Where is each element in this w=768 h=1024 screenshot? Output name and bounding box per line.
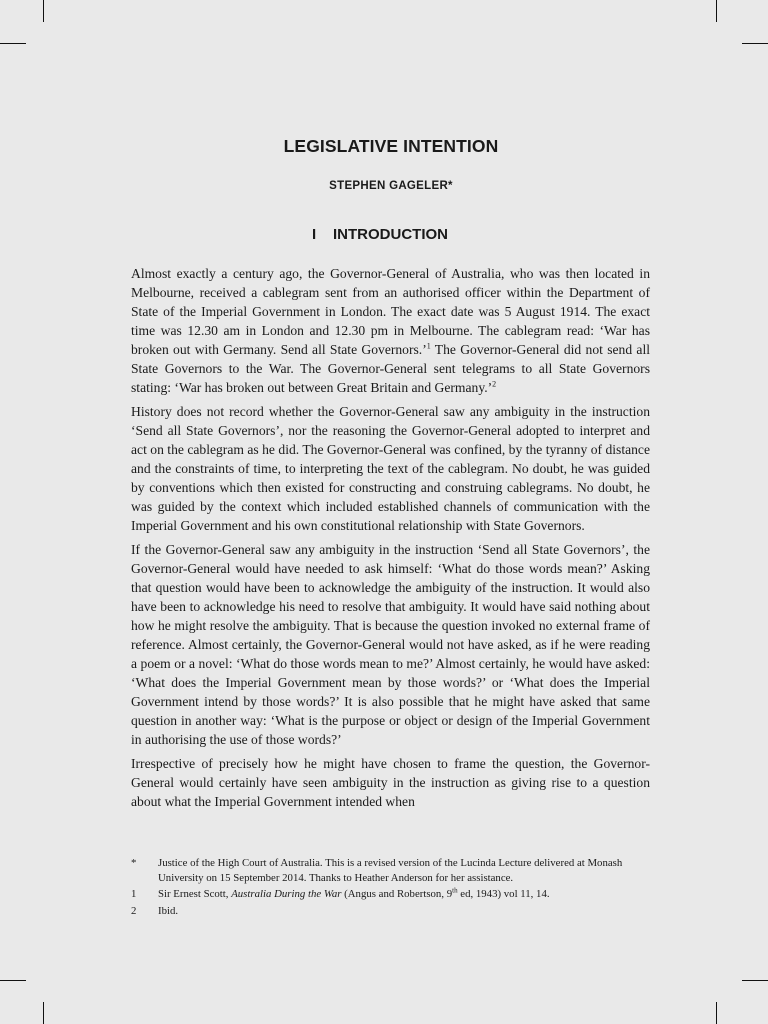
footnote-text: Justice of the High Court of Australia. This is a revised version of the Lucinda Lecture delivered at Monash University on 15 September 2014. Thanks to Heather Anderson for her assistance. (158, 857, 623, 884)
article-title: LEGISLATIVE INTENTION (283, 136, 499, 156)
footnote-1-book-title: Australia During the War (231, 888, 342, 900)
paragraph-2: History does not record whether the Governor-General saw any ambiguity in the instruction ‘Send all State Governors’, nor the reasoning the Governor-General adopted to interpret and act on the cablegram as he did. The Governor-General was confined, by the tyranny of distance and the constraints of time, to interpreting the text of the cablegram. No doubt, he was guided by conventions which then existed for constructing and construing cablegrams. No doubt, he was guided by the context which included established channels of communication with the Imperial Government and his own constitutional relationship with State Governors. (131, 404, 650, 533)
footnote-marker: 1 (131, 888, 137, 900)
footnote-text: Ibid. (158, 904, 179, 917)
footnote-ref-1[interactable]: 1 (426, 341, 431, 351)
footnote-1-details: ed, 1943) vol 11, 14. (457, 888, 550, 900)
paragraph-1-text-a: Almost exactly a century ago, the Governor-General of Australia, who was then located in Melbourne, received a cablegram sent from an authorised officer within the Department of State of the Imperial Government in London. The exact date was 5 August 1914. The exact time was 12.30 am in London and 12.30 pm in Melbourne. The cablegram read: ‘War has broken out with Germany. Send all State Governors.’ (131, 266, 650, 357)
article-author: STEPHEN GAGELER* (329, 180, 453, 192)
crop-mark-top-right (716, 0, 717, 22)
section-heading (312, 226, 448, 243)
crop-mark-left-upper (0, 43, 26, 44)
crop-mark-right-upper (742, 43, 768, 44)
section-number: I (312, 226, 317, 243)
crop-mark-top-left (43, 0, 44, 22)
footnotes (131, 856, 656, 920)
footnote-1 (131, 887, 656, 902)
paragraph-1 (131, 264, 650, 397)
footnote-marker: * (131, 857, 137, 869)
article-body (131, 264, 650, 816)
crop-mark-bottom-right (716, 1002, 717, 1024)
footnote-marker: 2 (131, 904, 137, 917)
paragraph-4: Irrespective of precisely how he might have chosen to frame the question, the Governor-General would certainly have seen ambiguity in the instruction as giving rise to a question about what the Imperial Government intended when (131, 756, 650, 809)
paragraph-3: If the Governor-General saw any ambiguity in the instruction ‘Send all State Governors’, the Governor-General would have needed to ask himself: ‘What do those words mean?’ Asking that question would have been to acknowledge the ambiguity of the instruction. It would also have been to acknowledge his need to resolve that ambiguity. It would have said nothing about how he might resolve the ambiguity. That is because the question invoked no external frame of reference. Almost certainly, the Governor-General would not have asked, as if he were reading a poem or a novel: ‘What do those words mean to me?’ Almost certainly, he would have asked: ‘What does the Imperial Government mean by those words?’ or ‘What does the Imperial Government intend by those words?’ It is also possible that he might have asked that same question in another way: ‘What is the purpose or object or design of the Imperial Government in authorising the use of those words?’ (131, 542, 650, 747)
crop-mark-right-lower (742, 980, 768, 981)
crop-mark-left-lower (0, 980, 26, 981)
footnote-star (131, 856, 656, 885)
footnote-2 (131, 904, 656, 919)
paragraph-1-text-b: The Governor-General did not send all State Governors to the War. The Governor-General sent telegrams to all State Governors stating: ‘War has broken out between Great Britain and Germany.’ (131, 342, 650, 395)
footnote-1-ordinal: th (452, 886, 458, 895)
footnote-1-publisher: (Angus and Robertson, 9 (341, 888, 453, 900)
footnote-ref-2[interactable]: 2 (492, 379, 497, 389)
crop-mark-bottom-left (43, 1002, 44, 1024)
footnote-1-author: Sir Ernest Scott, (158, 888, 232, 900)
footnote-text (158, 887, 656, 902)
section-title: INTRODUCTION (333, 226, 448, 243)
